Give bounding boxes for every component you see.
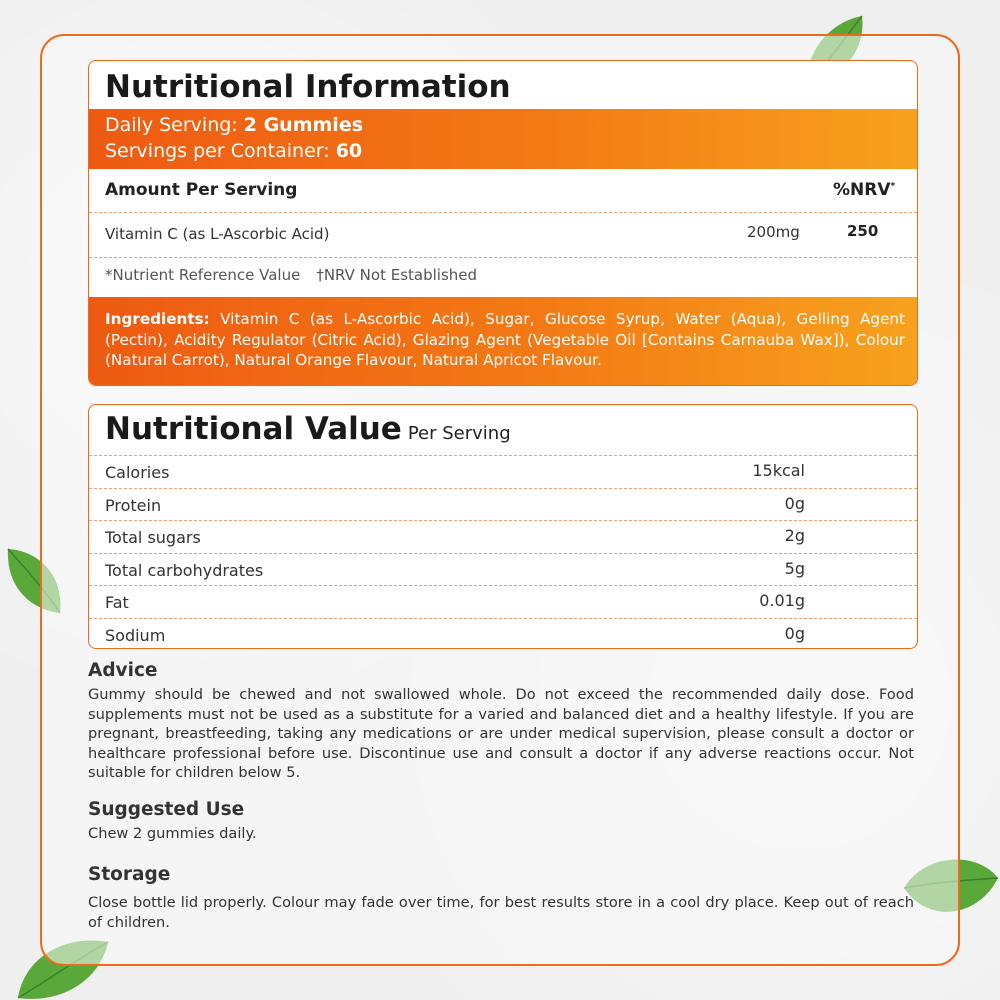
row-value: 5g: [784, 558, 805, 578]
advice-text: Gummy should be chewed and not swallowed whole. Do not exceed the recommended daily dose. Food supplements must not be used as a substitute for a varied and balanced diet and a healthy lifestyle. If you are pregnant, breastfeeding, taking any medications or are under medical supervision, please consult a doctor or healthcare professional before use. Discontinue use and consult a doctor if any adverse reactions occur. Not suitable for children below 5.: [88, 686, 914, 781]
daily-serving-value: 2 Gummies: [243, 114, 364, 136]
nutritional-value-title: [105, 411, 511, 447]
per-serving-subtitle: Per Serving: [407, 423, 511, 444]
storage-text: Close bottle lid properly. Colour may fade over time, for best results store in a cool dry place. Keep out of reach of children.: [88, 894, 914, 931]
ingredients-label: Ingredients:: [105, 310, 210, 328]
suggested-use-section: [88, 799, 914, 844]
daily-serving-label: Daily Serving:: [105, 114, 238, 136]
table-row: [89, 585, 917, 618]
nrv-header: [833, 180, 895, 200]
footnotes: [105, 266, 477, 284]
row-label: Total sugars: [105, 528, 201, 548]
nutrient-nrv: 250: [847, 222, 879, 240]
row-label: Total carbohydrates: [105, 560, 264, 580]
nutrient-amount: 200mg: [747, 223, 800, 241]
daily-serving: [105, 114, 363, 136]
nutritional-value-card: [88, 404, 918, 649]
suggested-use-text: Chew 2 gummies daily.: [88, 825, 257, 842]
nutritional-information-title: Nutritional Information: [105, 69, 511, 105]
table-row: [89, 520, 917, 553]
ingredients: [105, 309, 905, 371]
amount-per-serving-header: Amount Per Serving: [105, 180, 298, 200]
table-row: [89, 553, 917, 586]
storage-section: [88, 864, 914, 932]
nutritional-value-heading: Nutritional Value: [105, 411, 402, 447]
row-value: 15kcal: [752, 461, 805, 480]
table-row: [89, 455, 917, 488]
nutritional-information-card: [88, 60, 918, 386]
nutrient-name: Vitamin C (as L-Ascorbic Acid): [105, 225, 330, 243]
advice-heading: Advice: [88, 660, 158, 681]
row-value: 2g: [784, 526, 805, 546]
ingredients-band: [89, 297, 917, 385]
row-value: 0g: [784, 493, 805, 513]
nutritional-value-table: [89, 455, 917, 649]
row-value: 0g: [784, 623, 805, 643]
table-row: [89, 618, 917, 649]
servings-per-container: [105, 140, 362, 162]
ingredients-text: Vitamin C (as L-Ascorbic Acid), Sugar, Glucose Syrup, Water (Aqua), Gelling Agent (Pectin), Acidity Regulator (Citric Acid), Glazing Agent (Vegetable Oil [Contains Carnauba Wax]), Colour (Natural Carrot), Natural Orange Flavour, Natural Apricot Flavour.: [105, 310, 905, 369]
serving-band: [89, 109, 917, 169]
servings-value: 60: [335, 140, 363, 162]
row-value: 0.01g: [759, 591, 805, 611]
servings-label: Servings per Container:: [105, 140, 330, 162]
nrv-header-sup: *: [890, 181, 896, 192]
row-label: Sodium: [105, 625, 166, 645]
table-row: [89, 213, 917, 258]
footnote-not-established: †NRV Not Established: [316, 266, 478, 284]
footnote-nrv: *Nutrient Reference Value: [105, 266, 301, 284]
storage-heading: Storage: [88, 864, 171, 885]
advice-section: [88, 660, 914, 783]
table-header-row: [89, 169, 917, 213]
footnote-row: [89, 258, 917, 296]
row-label: Fat: [105, 593, 129, 613]
table-row: [89, 488, 917, 521]
nrv-header-label: %NRV: [833, 180, 891, 200]
suggested-use-heading: Suggested Use: [88, 799, 245, 820]
row-label: Calories: [105, 463, 170, 482]
row-label: Protein: [105, 495, 162, 515]
